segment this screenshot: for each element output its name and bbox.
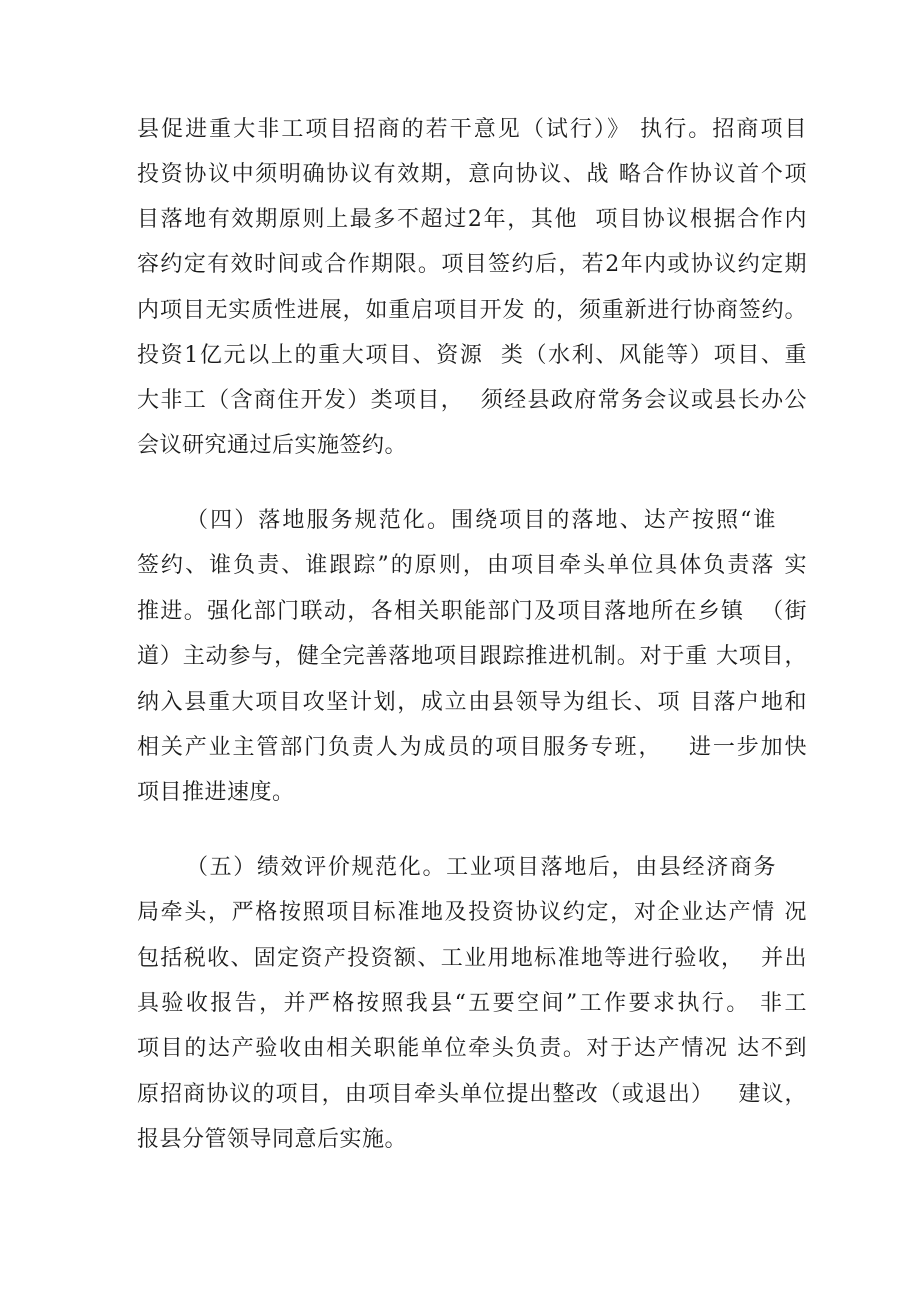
paragraph-3-line-4: 具验收报告，并严格按照我县“五要空间”工作要求执行。 非工	[137, 991, 807, 1016]
paragraph-1-line-4: 容约定有效时间或合作期限。项目签约后，若2年内或协议约定期	[137, 252, 807, 277]
paragraph-3-line-7: 报县分管领导同意后实施。	[137, 1127, 408, 1152]
paragraph-2-line-3: 推进。强化部门联动，各相关职能部门及项目落地所在乡镇 （街	[137, 599, 807, 624]
paragraph-1-line-5: 内项目无实质性进展，如重启项目开发 的，须重新进行协商签约。	[137, 298, 807, 323]
paragraph-2-line-6: 相关产业主管部门负责人为成员的项目服务专班， 进一步加快	[137, 735, 807, 760]
paragraph-3-line-1: （五）绩效评价规范化。工业项目落地后，由县经济商务	[186, 855, 776, 880]
paragraph-1-line-1: 县促进重大非工项目招商的若干意见（试行）》 执行。招商项目	[137, 117, 807, 142]
paragraph-1-line-3: 目落地有效期原则上最多不超过2年，其他 项目协议根据合作内	[137, 207, 807, 232]
paragraph-2-line-5: 纳入县重大项目攻坚计划，成立由县领导为组长、项 目落户地和	[137, 690, 807, 715]
paragraph-3-line-2: 局牵头，严格按照项目标准地及投资协议约定，对企业达产情 况	[137, 900, 807, 925]
paragraph-1-line-6: 投资1亿元以上的重大项目、资源 类（水利、风能等）项目、重	[137, 343, 807, 368]
paragraph-2-line-1: （四）落地服务规范化。围绕项目的落地、达产按照“谁	[186, 508, 776, 533]
paragraph-1-line-2: 投资协议中须明确协议有效期，意向协议、战 略合作协议首个项	[137, 162, 807, 187]
paragraph-1-line-8: 会议研究通过后实施签约。	[137, 433, 408, 458]
paragraph-3-line-3: 包括税收、固定资产投资额、工业用地标准地等进行验收， 并出	[137, 946, 807, 971]
paragraph-2-line-7: 项目推进速度。	[137, 780, 295, 805]
paragraph-2-line-2: 签约、谁负责、谁跟踪”的原则，由项目牵头单位具体负责落 实	[137, 553, 807, 578]
paragraph-1-line-7: 大非工（含商住开发）类项目， 须经县政府常务会议或县长办公	[137, 388, 807, 413]
paragraph-2-line-4: 道）主动参与，健全完善落地项目跟踪推进机制。对于重 大项目，	[137, 644, 807, 669]
paragraph-3-line-6: 原招商协议的项目，由项目牵头单位提出整改（或退出） 建议，	[137, 1082, 807, 1107]
paragraph-3-line-5: 项目的达产验收由相关职能单位牵头负责。对于达产情况 达不到	[137, 1036, 807, 1061]
